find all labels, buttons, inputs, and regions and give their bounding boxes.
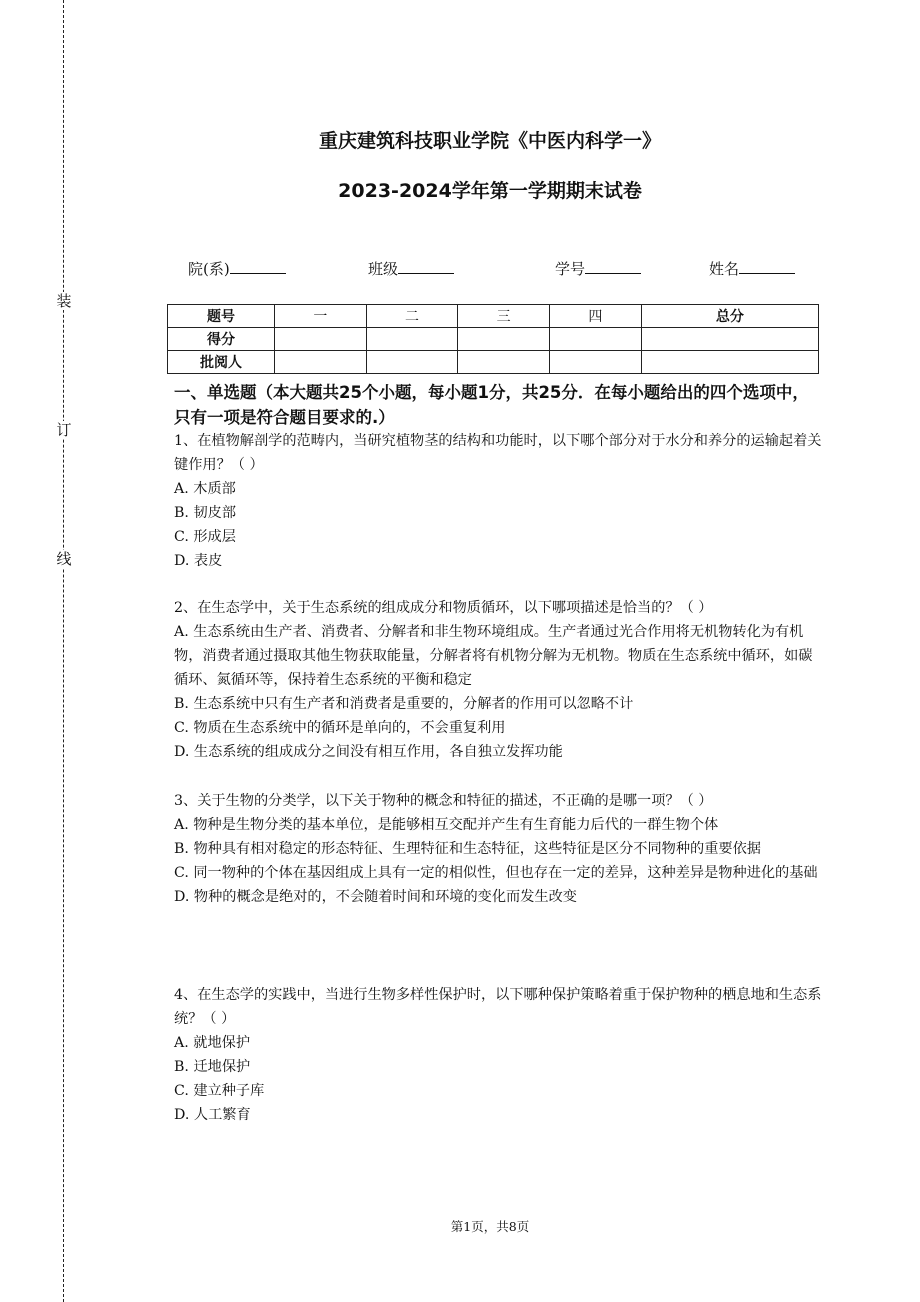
score-header-total: 总分	[641, 305, 818, 328]
option-c[interactable]: C. 物质在生态系统中的循环是单向的，不会重复利用	[174, 720, 506, 736]
option-d[interactable]: D. 表皮	[174, 553, 223, 569]
score-header-4: 四	[550, 305, 642, 328]
info-field-name[interactable]	[709, 258, 795, 279]
binding-char-zhuang: 装	[56, 292, 72, 310]
grader-cell[interactable]	[458, 351, 550, 374]
section-heading: 一、单选题（本大题共25个小题，每小题1分，共25分．在每小题给出的四个选项中，只有一项是符合题目要求的.）	[174, 383, 809, 427]
question-1	[174, 429, 824, 573]
option-a[interactable]: A. 物种是生物分类的基本单位，是能够相互交配并产生有生育能力后代的一群生物个体	[174, 817, 719, 833]
score-cell[interactable]	[366, 328, 458, 351]
student-id-blank[interactable]	[585, 259, 641, 274]
info-field-class[interactable]	[368, 258, 454, 279]
question-stem: 2、在生态学中，关于生态系统的组成成分和物质循环，以下哪项描述是恰当的？（ ）	[174, 600, 713, 616]
grader-cell-total[interactable]	[641, 351, 818, 374]
option-b[interactable]: B. 韧皮部	[174, 505, 237, 521]
grader-cell[interactable]	[275, 351, 367, 374]
option-d[interactable]: D. 物种的概念是绝对的，不会随着时间和环境的变化而发生改变	[174, 889, 577, 905]
option-b[interactable]: B. 物种具有相对稳定的形态特征、生理特征和生态特征，这些特征是区分不同物种的重要依据	[174, 841, 761, 857]
score-cell-total[interactable]	[641, 328, 818, 351]
info-label-department: 院(系)	[188, 260, 230, 278]
info-field-department[interactable]	[188, 258, 286, 279]
score-header-question-no: 题号	[168, 305, 275, 328]
info-label-student-id: 学号	[555, 260, 586, 278]
exam-title-line2: 2023-2024学年第一学期期末试卷	[338, 180, 642, 202]
option-c[interactable]: C. 形成层	[174, 529, 236, 545]
class-blank[interactable]	[398, 259, 454, 274]
option-c[interactable]: C. 建立种子库	[174, 1083, 265, 1099]
department-blank[interactable]	[230, 259, 286, 274]
grader-cell[interactable]	[550, 351, 642, 374]
score-header-2: 二	[366, 305, 458, 328]
name-blank[interactable]	[739, 259, 795, 274]
grader-cell[interactable]	[366, 351, 458, 374]
score-row	[168, 328, 819, 351]
option-c[interactable]: C. 同一物种的个体在基因组成上具有一定的相似性，但也存在一定的差异，这种差异是物种进化的基础	[174, 865, 818, 881]
question-3	[174, 789, 824, 909]
score-header-1: 一	[275, 305, 367, 328]
exam-title-line1: 重庆建筑科技职业学院《中医内科学一》	[318, 130, 661, 152]
question-stem: 3、关于生物的分类学，以下关于物种的概念和特征的描述，不正确的是哪一项？（ ）	[174, 793, 713, 809]
score-header-3: 三	[458, 305, 550, 328]
info-field-student-id[interactable]	[555, 258, 641, 279]
grader-row-label: 批阅人	[168, 351, 275, 374]
option-d[interactable]: D. 生态系统的组成成分之间没有相互作用，各自独立发挥功能	[174, 744, 563, 760]
binding-char-ding: 订	[56, 421, 72, 439]
student-info-row	[0, 258, 920, 280]
grader-row	[168, 351, 819, 374]
score-table-header-row	[168, 305, 819, 328]
option-a[interactable]: A. 木质部	[174, 481, 236, 497]
question-stem: 1、在植物解剖学的范畴内，当研究植物茎的结构和功能时，以下哪个部分对于水分和养分的运输起着关键作用？（ ）	[174, 433, 822, 473]
binding-char-xian: 线	[56, 550, 72, 568]
option-a[interactable]: A. 生态系统由生产者、消费者、分解者和非生物环境组成。生产者通过光合作用将无机物转化为有机物，消费者通过摄取其他生物获取能量，分解者将有机物分解为无机物。物质在生态系统中循环，如碳循环、氮循环等，保持着生态系统的平衡和稳定	[174, 624, 813, 688]
option-b[interactable]: B. 迁地保护	[174, 1059, 251, 1075]
option-b[interactable]: B. 生态系统中只有生产者和消费者是重要的，分解者的作用可以忽略不计	[174, 696, 634, 712]
info-label-class: 班级	[368, 260, 399, 278]
page-footer: 第1页，共8页	[450, 1219, 530, 1234]
score-cell[interactable]	[275, 328, 367, 351]
info-label-name: 姓名	[709, 260, 740, 278]
score-table	[167, 304, 819, 374]
option-d[interactable]: D. 人工繁育	[174, 1107, 251, 1123]
question-4	[174, 983, 824, 1127]
score-cell[interactable]	[550, 328, 642, 351]
option-a[interactable]: A. 就地保护	[174, 1035, 251, 1051]
score-row-label: 得分	[168, 328, 275, 351]
question-stem: 4、在生态学的实践中，当进行生物多样性保护时，以下哪种保护策略着重于保护物种的栖息地和生态系统？（ ）	[174, 987, 822, 1027]
question-2	[174, 596, 824, 764]
score-cell[interactable]	[458, 328, 550, 351]
